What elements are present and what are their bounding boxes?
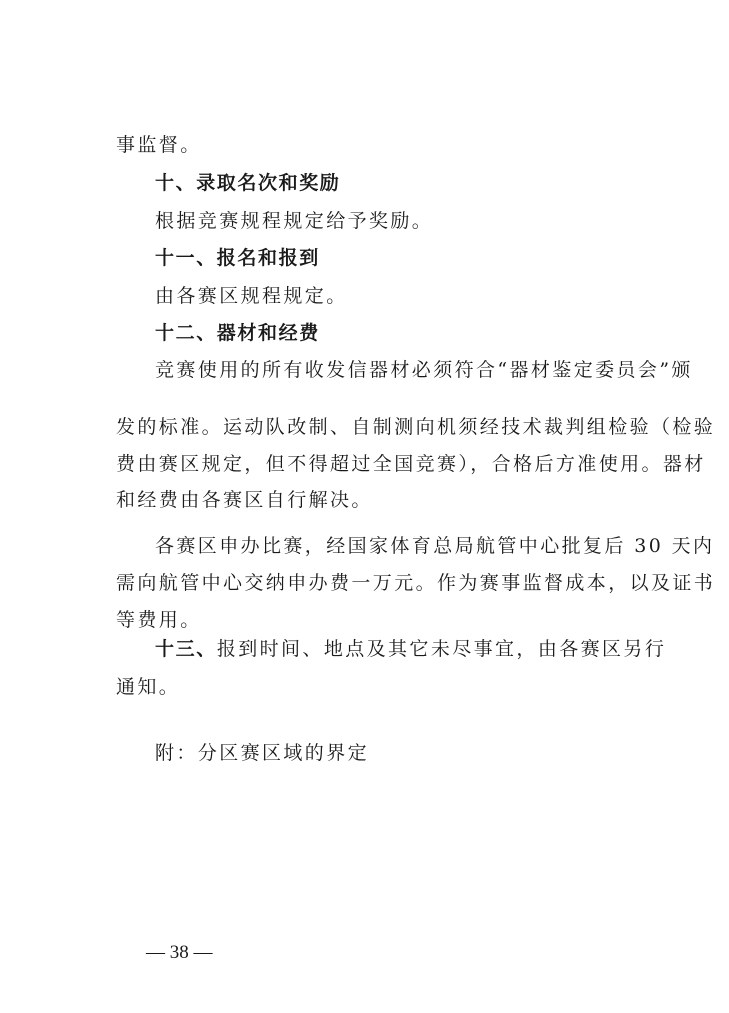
- appendix-note: 附：分区赛区域的界定: [155, 742, 370, 764]
- section-heading-13: 十三、: [155, 638, 217, 660]
- section-12-paragraph-1-line-2: 发的标准。运动队改制、自制测向机须经技术裁判组检验（检验: [116, 416, 716, 438]
- section-10-body: 根据竞赛规程规定给予奖励。: [155, 210, 434, 232]
- section-12-paragraph-1-line-1: 竞赛使用的所有收发信器材必须符合“器材鉴定委员会”颁: [155, 359, 693, 381]
- section-13-line-1: [155, 637, 666, 661]
- paragraph-continuation: 事监督。: [116, 134, 202, 156]
- section-12-paragraph-1-line-3: 费由赛区规定，但不得超过全国竞赛），合格后方准使用。器材: [116, 453, 706, 475]
- section-11-body: 由各赛区规程规定。: [155, 285, 348, 307]
- section-13-body: 报到时间、地点及其它未尽事宜，由各赛区另行: [216, 638, 667, 660]
- section-13-line-2: 通知。: [116, 676, 181, 698]
- section-heading-11: 十一、报名和报到: [155, 247, 320, 269]
- section-12-paragraph-2-line-1: 各赛区申办比赛，经国家体育总局航管中心批复后 30 天内: [155, 535, 715, 557]
- section-heading-10: 十、录取名次和奖励: [155, 172, 341, 194]
- page-number: — 38 —: [146, 942, 213, 963]
- section-12-paragraph-1-line-4: 和经费由各赛区自行解决。: [116, 489, 373, 511]
- section-12-paragraph-2-line-3: 等费用。: [116, 609, 202, 631]
- section-heading-12: 十二、器材和经费: [155, 322, 320, 344]
- section-12-paragraph-2-line-2: 需向航管中心交纳申办费一万元。作为赛事监督成本，以及证书: [116, 572, 716, 594]
